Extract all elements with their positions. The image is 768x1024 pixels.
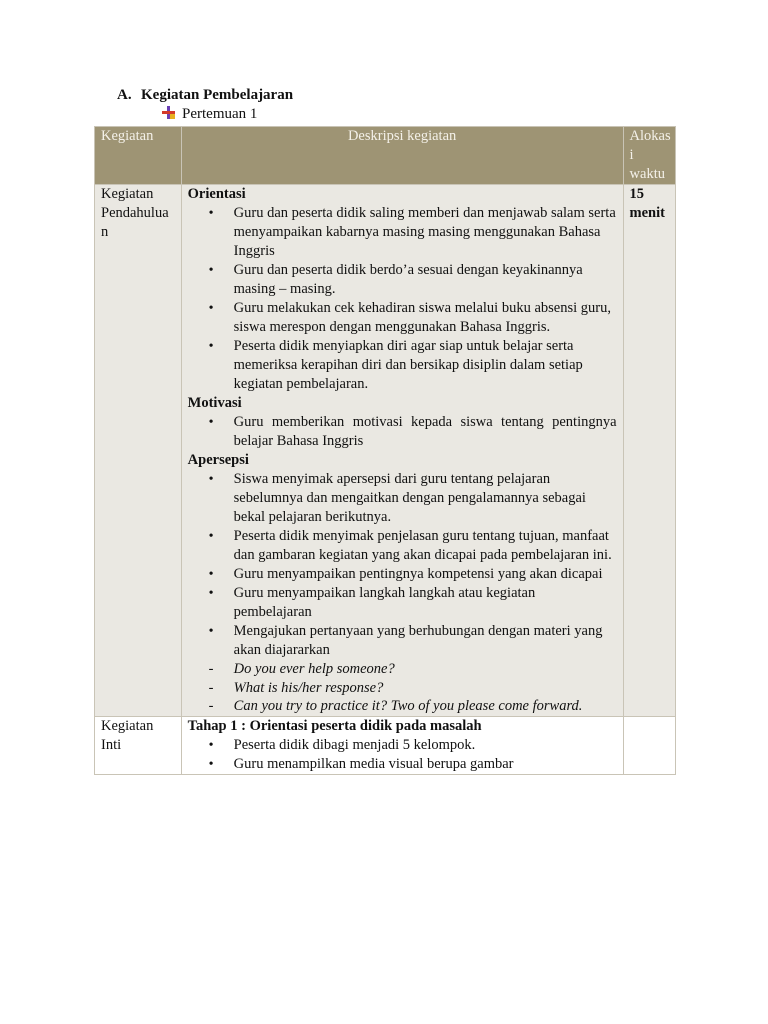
apersepsi-list xyxy=(188,470,617,660)
list-item: • Guru menampilkan media visual berupa gambar xyxy=(188,755,617,774)
section-motivasi-title: Motivasi xyxy=(187,395,242,411)
list-item: • Guru menyampaikan pentingnya kompetensi yang akan dicapai xyxy=(188,565,617,584)
header-deskripsi: Deskripsi kegiatan xyxy=(181,127,623,185)
question-item: - Do you ever help someone? xyxy=(188,660,617,679)
orientasi-list xyxy=(188,204,617,394)
list-item: • Peserta didik dibagi menjadi 5 kelompok. xyxy=(188,736,617,755)
section-orientasi-title: Orientasi xyxy=(187,186,246,202)
section-heading xyxy=(117,87,293,104)
activity-description-inti xyxy=(181,717,623,775)
list-item: • Siswa menyimak apersepsi dari guru tentang pelajaran sebelumnya dan mengaitkan dengan pengalamannya sebagai bekal pelajaran berikutnya. xyxy=(188,470,617,527)
tahap1-list xyxy=(188,736,617,774)
table-row-pendahuluan xyxy=(95,185,676,717)
list-item: • Guru melakukan cek kehadiran siswa melalui buku absensi guru, siswa merespon dengan menggunakan Bahasa Inggris. xyxy=(188,299,617,337)
section-title: Kegiatan Pembelajaran xyxy=(141,87,294,103)
section-number: A. xyxy=(117,87,132,103)
activity-table xyxy=(94,126,676,775)
time-allocation-inti xyxy=(623,717,675,775)
list-item: • Guru dan peserta didik berdo’a sesuai dengan keyakinannya masing – masing. xyxy=(188,261,617,299)
table-row-inti xyxy=(95,717,676,775)
section-apersepsi-title: Apersepsi xyxy=(187,452,249,468)
question-item: - Can you try to practice it? Two of you please come forward. xyxy=(188,698,617,716)
list-item: • Mengajukan pertanyaan yang berhubungan dengan materi yang akan diajararkan xyxy=(188,622,617,660)
time-allocation-pendahuluan: 15 menit xyxy=(623,185,675,717)
meeting-label xyxy=(162,106,257,123)
list-item: • Guru menyampaikan langkah langkah atau kegiatan pembelajaran xyxy=(188,584,617,622)
table-header-row xyxy=(95,127,676,185)
activity-label-inti: Kegiatan Inti xyxy=(95,717,182,775)
section-tahap1-title: Tahap 1 : Orientasi peserta didik pada masalah xyxy=(187,718,482,734)
list-item: • Peserta didik menyimak penjelasan guru tentang tujuan, manfaat dan gambaran kegiatan yang akan dicapai pada pembelajaran ini. xyxy=(188,527,617,565)
apersepsi-questions xyxy=(188,660,617,716)
meeting-text: Pertemuan 1 xyxy=(182,106,258,122)
activity-label-pendahuluan: Kegiatan Pendahulua n xyxy=(95,185,182,717)
list-item: • Peserta didik menyiapkan diri agar siap untuk belajar serta memeriksa kerapihan diri dan bersikap disiplin dalam setiap kegiatan pembelajaran. xyxy=(188,337,617,394)
question-item: - What is his/her response? xyxy=(188,679,617,698)
header-alokasi-waktu: Alokas i waktu xyxy=(623,127,675,185)
cross-bullet-icon xyxy=(162,106,175,119)
motivasi-list xyxy=(188,413,617,451)
list-item: • Guru memberikan motivasi kepada siswa tentang pentingnya belajar Bahasa Inggris xyxy=(188,413,617,451)
header-kegiatan: Kegiatan xyxy=(95,127,182,185)
list-item: • Guru dan peserta didik saling memberi dan menjawab salam serta menyampaikan kabarnya masing masing menggunakan Bahasa Inggris xyxy=(188,204,617,261)
activity-description-pendahuluan xyxy=(181,185,623,717)
